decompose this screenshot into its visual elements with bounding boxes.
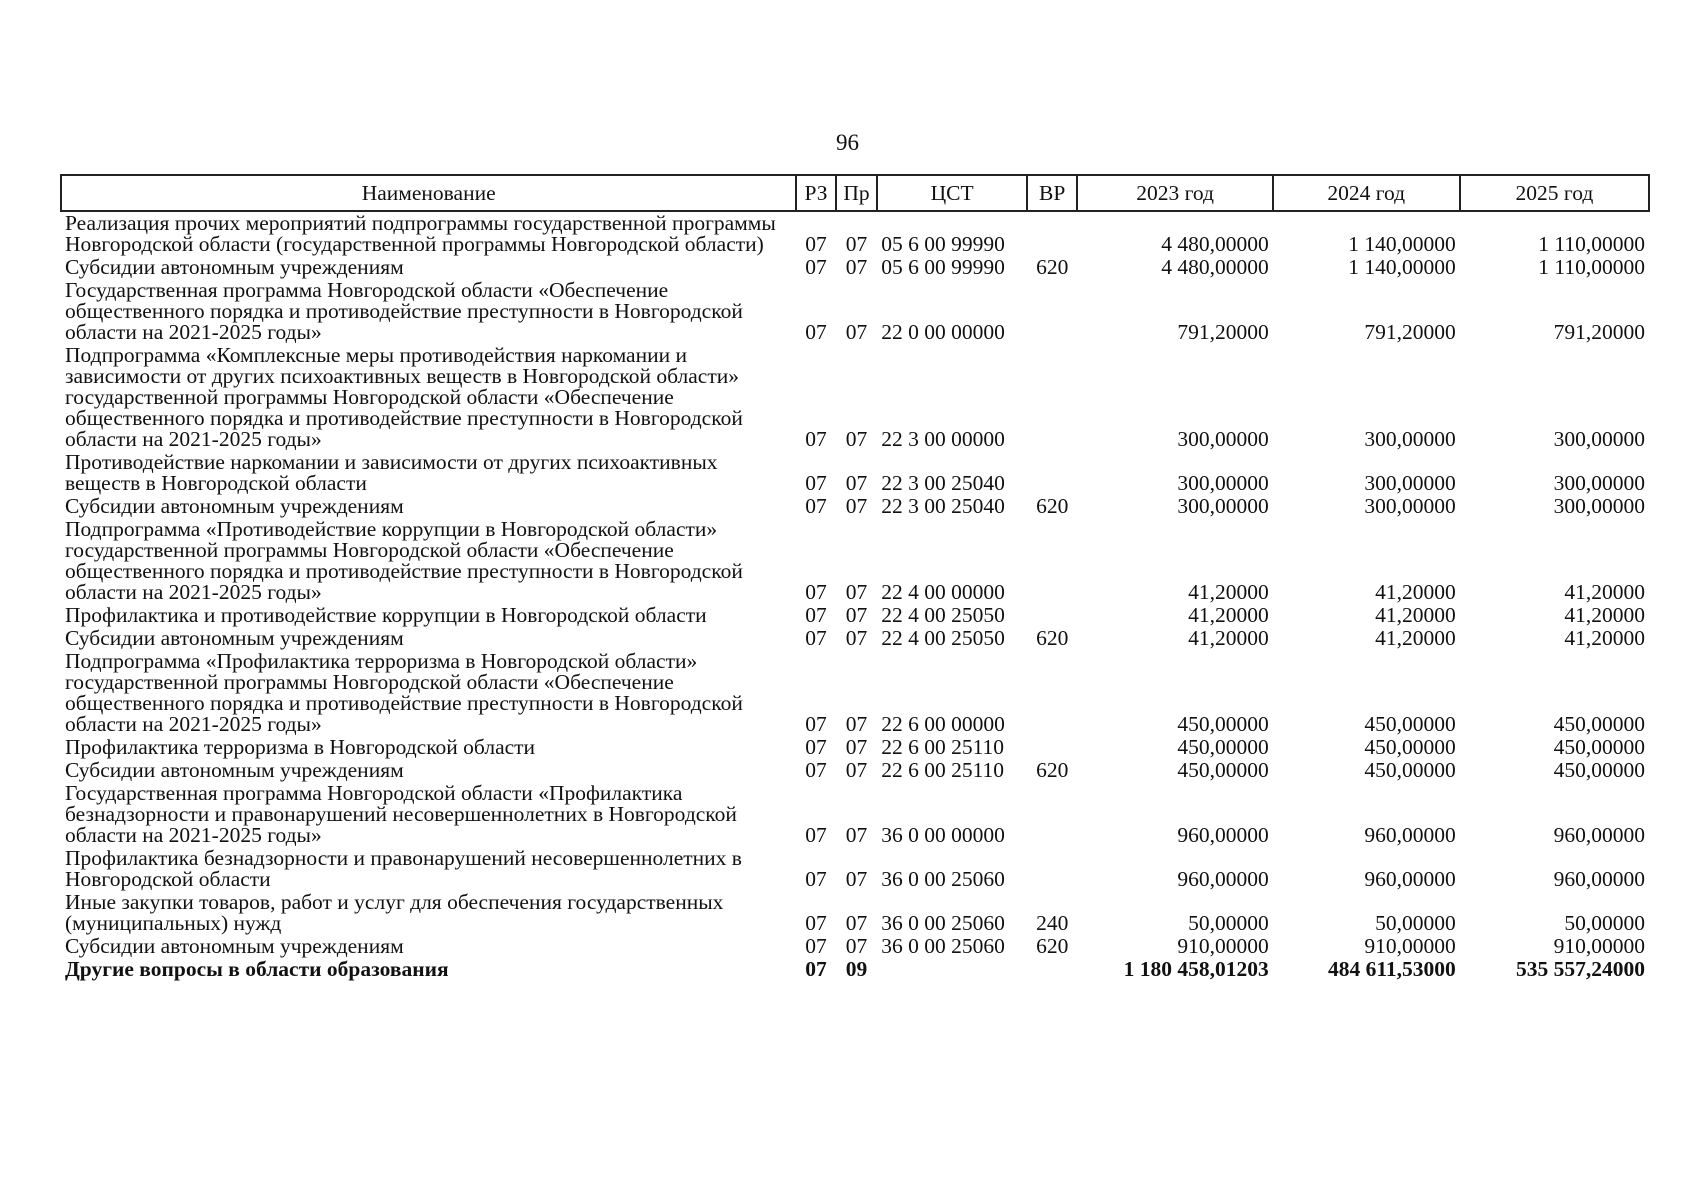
col-header-rz: РЗ [796, 175, 835, 211]
cell-2024: 41,20000 [1375, 626, 1456, 650]
cell-pr: 07 [845, 911, 868, 935]
table-row [61, 279, 1649, 344]
cell-vr [1027, 650, 1078, 736]
cell-vr [1027, 604, 1078, 627]
cell-2024: 1 140,00000 [1348, 232, 1456, 256]
cell-2024: 450,00000 [1364, 758, 1456, 782]
cell-2024: 960,00000 [1364, 823, 1456, 847]
cell-name: Подпрограмма «Профилактика терроризма в Новгородской области» государственной программы Новгородской области «Обеспечение общественного порядка и противодействие преступности в Новгородской области на 2021-2025 годы» [65, 649, 743, 736]
cell-pr: 07 [845, 823, 868, 847]
table-row [61, 782, 1649, 847]
col-header-cst: ЦСТ [877, 175, 1027, 211]
cell-2025: 960,00000 [1553, 867, 1645, 891]
cell-cst: 22 3 00 00000 [881, 427, 1005, 451]
cell-cst: 05 6 00 99990 [881, 255, 1005, 279]
cell-2025: 41,20000 [1564, 580, 1645, 604]
cell-2023: 960,00000 [1177, 867, 1269, 891]
cell-name: Подпрограмма «Противодействие коррупции в Новгородской области» государственной программы Новгородской области «Обеспечение общественного порядка и противодействие преступности в Новгородской области на 2021-2025 годы» [65, 517, 743, 604]
cell-vr [1027, 782, 1078, 847]
cell-2025: 450,00000 [1553, 712, 1645, 736]
cell-name: Профилактика безнадзорности и правонарушений несовершеннолетних в Новгородской области [65, 846, 742, 891]
table-row [61, 518, 1649, 604]
cell-rz: 07 [805, 867, 827, 891]
cell-name: Государственная программа Новгородской области «Обеспечение общественного порядка и противодействие преступности в Новгородской области на 2021-2025 годы» [65, 278, 743, 344]
table-row [61, 759, 1649, 782]
cell-2023: 41,20000 [1188, 603, 1269, 627]
cell-rz: 07 [805, 494, 827, 518]
cell-name: Иные закупки товаров, работ и услуг для обеспечения государственных (муниципальных) нужд [65, 890, 724, 935]
cell-2025: 300,00000 [1553, 427, 1645, 451]
cell-2024: 41,20000 [1375, 580, 1456, 604]
cell-rz: 07 [805, 758, 827, 782]
cell-pr: 07 [845, 934, 868, 958]
cell-pr: 07 [845, 735, 868, 759]
table-row [61, 211, 1649, 256]
cell-2023: 910,00000 [1177, 934, 1269, 958]
col-header-pr: Пр [836, 175, 877, 211]
cell-2025: 300,00000 [1553, 471, 1645, 495]
cell-name: Субсидии автономным учреждениям [65, 494, 404, 518]
cell-2024: 300,00000 [1364, 494, 1456, 518]
cell-2024: 1 140,00000 [1348, 255, 1456, 279]
cell-cst: 22 6 00 25110 [881, 758, 1005, 782]
cell-pr: 07 [845, 758, 868, 782]
cell-2024: 300,00000 [1364, 471, 1456, 495]
cell-2025: 50,00000 [1564, 911, 1645, 935]
cell-rz: 07 [805, 735, 827, 759]
cell-vr [1027, 958, 1078, 981]
table-row [61, 935, 1649, 958]
cell-2023: 1 180 458,01203 [1123, 957, 1269, 981]
col-header-name: Наименование [61, 175, 796, 211]
cell-name: Другие вопросы в области образования [65, 957, 449, 981]
cell-name: Субсидии автономным учреждениям [65, 758, 404, 782]
cell-vr: 620 [1036, 255, 1069, 279]
table-row [61, 256, 1649, 279]
cell-2023: 41,20000 [1188, 626, 1269, 650]
cell-name: Профилактика терроризма в Новгородской области [65, 735, 536, 759]
cell-2023: 791,20000 [1177, 320, 1269, 344]
cell-pr: 07 [845, 427, 868, 451]
cell-2024: 960,00000 [1364, 867, 1456, 891]
cell-name: Субсидии автономным учреждениям [65, 934, 404, 958]
col-header-2025: 2025 год [1460, 175, 1649, 211]
cell-cst: 22 6 00 25110 [881, 735, 1005, 759]
cell-2024: 300,00000 [1364, 427, 1456, 451]
cell-cst: 05 6 00 99990 [881, 232, 1005, 256]
cell-name: Реализация прочих мероприятий подпрограммы государственной программы Новгородской области (государственной программы Новгородской области) [65, 211, 776, 256]
table-row [61, 627, 1649, 650]
cell-name: Субсидии автономным учреждениям [65, 626, 404, 650]
cell-pr: 07 [845, 255, 868, 279]
cell-2025: 1 110,00000 [1538, 255, 1645, 279]
col-header-2023: 2023 год [1077, 175, 1272, 211]
cell-2025: 791,20000 [1553, 320, 1645, 344]
cell-2024: 450,00000 [1364, 712, 1456, 736]
cell-vr [1027, 211, 1078, 256]
cell-vr: 620 [1036, 934, 1069, 958]
cell-rz: 07 [805, 957, 827, 981]
cell-rz: 07 [805, 232, 827, 256]
cell-vr: 620 [1036, 494, 1069, 518]
cell-cst: 36 0 00 25060 [881, 934, 1005, 958]
cell-2023: 960,00000 [1177, 823, 1269, 847]
cell-vr [1027, 736, 1078, 759]
table-row [61, 344, 1649, 451]
cell-vr [1027, 344, 1078, 451]
cell-cst: 36 0 00 25060 [881, 911, 1005, 935]
cell-vr [1027, 847, 1078, 891]
cell-vr [1027, 518, 1078, 604]
cell-pr: 07 [845, 471, 868, 495]
cell-pr: 07 [845, 494, 868, 518]
cell-cst: 36 0 00 25060 [881, 867, 1005, 891]
cell-cst: 22 3 00 25040 [881, 494, 1005, 518]
cell-vr: 620 [1036, 758, 1069, 782]
cell-pr: 07 [845, 232, 868, 256]
table-header-row [61, 175, 1649, 211]
cell-cst: 22 6 00 00000 [881, 712, 1005, 736]
cell-2025: 300,00000 [1553, 494, 1645, 518]
cell-2025: 41,20000 [1564, 603, 1645, 627]
cell-name: Государственная программа Новгородской области «Профилактика безнадзорности и правонарушений несовершеннолетних в Новгородской области на 2021-2025 годы» [65, 781, 737, 847]
cell-rz: 07 [805, 934, 827, 958]
cell-2025: 960,00000 [1553, 823, 1645, 847]
cell-2025: 41,20000 [1564, 626, 1645, 650]
cell-2023: 300,00000 [1177, 471, 1269, 495]
table-row [61, 736, 1649, 759]
table-row [61, 604, 1649, 627]
table-row [61, 650, 1649, 736]
cell-2023: 300,00000 [1177, 494, 1269, 518]
table-row [61, 958, 1649, 981]
cell-2024: 484 611,53000 [1327, 957, 1456, 981]
budget-table [60, 174, 1650, 981]
cell-name: Противодействие наркомании и зависимости от других психоактивных веществ в Новгородской области [65, 450, 718, 495]
cell-name: Подпрограмма «Комплексные меры противодействия наркомании и зависимости от других психоактивных веществ в Новгородской области» государственной программы Новгородской области «Обеспечение общественного порядка и противодействие преступности в Новгородской области на 2021-2025 годы» [65, 343, 743, 451]
table-row [61, 451, 1649, 495]
cell-rz: 07 [805, 255, 827, 279]
cell-2023: 41,20000 [1188, 580, 1269, 604]
cell-rz: 07 [805, 911, 827, 935]
cell-pr: 07 [845, 580, 868, 604]
cell-vr [1027, 451, 1078, 495]
cell-2025: 1 110,00000 [1538, 232, 1645, 256]
table-body [61, 211, 1649, 981]
cell-2025: 450,00000 [1553, 735, 1645, 759]
cell-2024: 910,00000 [1364, 934, 1456, 958]
cell-2024: 791,20000 [1364, 320, 1456, 344]
table-row [61, 847, 1649, 891]
cell-cst [877, 958, 1027, 981]
cell-2024: 41,20000 [1375, 603, 1456, 627]
cell-pr: 07 [845, 320, 868, 344]
table-row [61, 495, 1649, 518]
cell-pr: 07 [845, 626, 868, 650]
cell-2024: 50,00000 [1375, 911, 1456, 935]
cell-rz: 07 [805, 626, 827, 650]
page-number: 96 [836, 130, 859, 155]
table-row [61, 891, 1649, 935]
cell-vr: 620 [1036, 626, 1069, 650]
cell-2025: 535 557,24000 [1516, 957, 1645, 981]
cell-2023: 4 480,00000 [1161, 232, 1269, 256]
cell-pr: 07 [845, 712, 868, 736]
col-header-vr: ВР [1027, 175, 1078, 211]
cell-rz: 07 [805, 603, 827, 627]
cell-pr: 07 [845, 867, 868, 891]
col-header-2024: 2024 год [1273, 175, 1460, 211]
cell-cst: 22 4 00 25050 [881, 603, 1005, 627]
cell-cst: 22 4 00 25050 [881, 626, 1005, 650]
cell-rz: 07 [805, 823, 827, 847]
cell-2025: 910,00000 [1553, 934, 1645, 958]
cell-vr: 240 [1036, 911, 1069, 935]
cell-2023: 450,00000 [1177, 712, 1269, 736]
cell-cst: 22 0 00 00000 [881, 320, 1005, 344]
cell-cst: 22 3 00 25040 [881, 471, 1005, 495]
cell-pr: 07 [845, 603, 868, 627]
cell-pr: 09 [845, 957, 868, 981]
cell-2024: 450,00000 [1364, 735, 1456, 759]
cell-2023: 50,00000 [1188, 911, 1269, 935]
cell-name: Субсидии автономным учреждениям [65, 255, 404, 279]
cell-2023: 300,00000 [1177, 427, 1269, 451]
cell-rz: 07 [805, 580, 827, 604]
cell-2025: 450,00000 [1553, 758, 1645, 782]
cell-rz: 07 [805, 712, 827, 736]
cell-rz: 07 [805, 471, 827, 495]
cell-cst: 22 4 00 00000 [881, 580, 1005, 604]
cell-cst: 36 0 00 00000 [881, 823, 1005, 847]
cell-rz: 07 [805, 320, 827, 344]
cell-2023: 4 480,00000 [1161, 255, 1269, 279]
cell-name: Профилактика и противодействие коррупции в Новгородской области [65, 603, 707, 627]
cell-rz: 07 [805, 427, 827, 451]
cell-vr [1027, 279, 1078, 344]
cell-2023: 450,00000 [1177, 758, 1269, 782]
cell-2023: 450,00000 [1177, 735, 1269, 759]
